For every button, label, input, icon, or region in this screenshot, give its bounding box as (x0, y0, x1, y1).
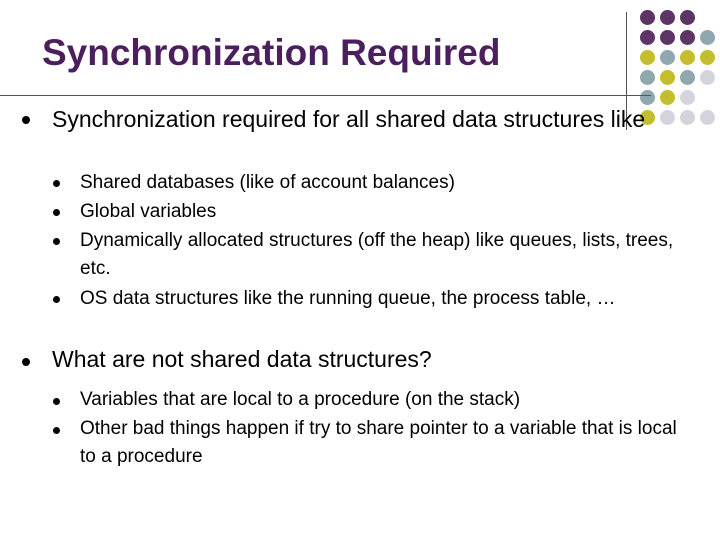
dot-light (700, 70, 715, 85)
dot-purple (680, 30, 695, 45)
dot-olive (660, 90, 675, 105)
dot-purple (640, 30, 655, 45)
sub-bullet-text: Dynamically allocated structures (off the heap) like queues, lists, trees, etc. (80, 230, 674, 279)
dot-olive (660, 70, 675, 85)
slide-title: Synchronization Required (42, 32, 501, 73)
dot-olive (640, 50, 655, 65)
sub-bullet-text: Other bad things happen if try to share pointer to a variable that is local to a procedure (80, 418, 677, 467)
sub-bullet-dot (53, 238, 60, 245)
dot-teal (640, 70, 655, 85)
sub-bullet-dot (53, 296, 60, 303)
dot-purple (640, 10, 655, 25)
sub-bullet-text: OS data structures like the running queue, the process table, … (80, 288, 616, 309)
dot-purple (660, 30, 675, 45)
dot-purple (660, 10, 675, 25)
bullet-text: What are not shared data structures? (52, 346, 432, 372)
bullet-dot (22, 358, 30, 366)
dot-light (700, 110, 715, 125)
sub-bullet-dot (53, 398, 60, 405)
horizontal-divider (0, 95, 651, 96)
dot-teal (680, 70, 695, 85)
sub-bullet-dot (53, 180, 60, 187)
dot-teal (660, 50, 675, 65)
sub-bullet-text: Shared databases (like of account balances) (80, 172, 455, 193)
dot-light (680, 110, 695, 125)
dot-light (680, 90, 695, 105)
bullet-dot (22, 116, 30, 124)
sub-bullet-text: Variables that are local to a procedure (on the stack) (80, 389, 521, 410)
sub-bullet-dot (53, 209, 60, 216)
dot-olive (700, 50, 715, 65)
dot-teal (640, 90, 655, 105)
sub-bullet-text: Global variables (80, 201, 217, 222)
dot-light (660, 110, 675, 125)
dot-purple (680, 10, 695, 25)
dot-teal (700, 30, 715, 45)
sub-bullet-dot (53, 427, 60, 434)
dot-olive (680, 50, 695, 65)
bullet-text: Synchronization required for all shared data structures like (52, 106, 646, 132)
